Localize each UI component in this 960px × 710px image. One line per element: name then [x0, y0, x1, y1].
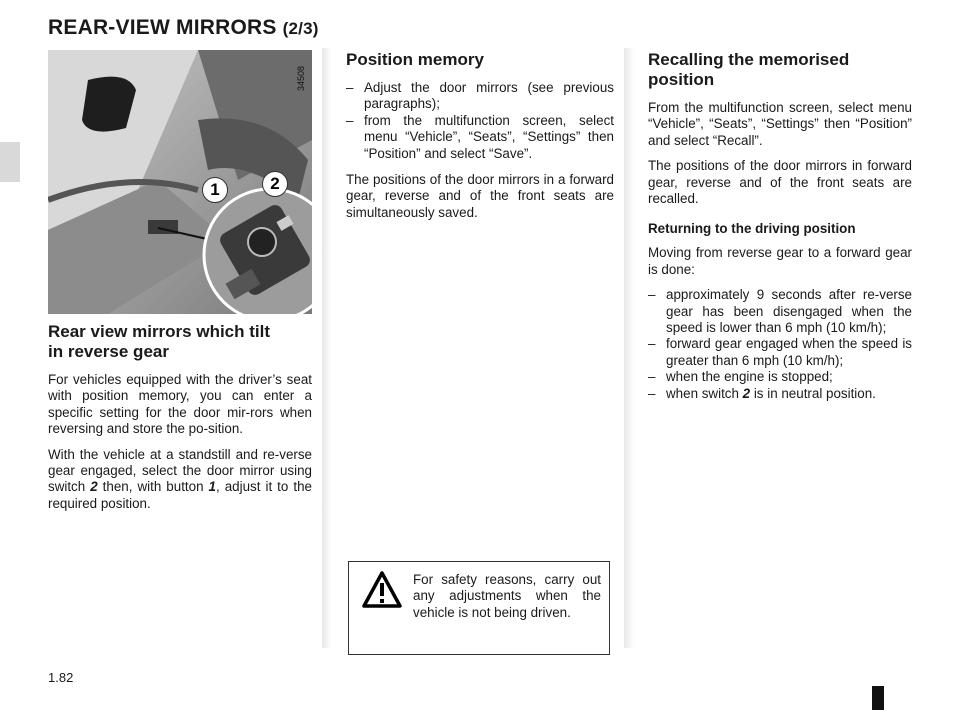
list-item: – approximately 9 seconds after re-verse gear has been disengaged when the speed is lower than 6 mph (10 km/h); [648, 287, 912, 336]
paragraph: The positions of the door mirrors in forward gear, reverse and of the front seats are recalled. [648, 158, 912, 207]
section-heading-position-memory: Position memory [346, 50, 484, 69]
title-suffix: (2/3) [282, 19, 319, 38]
title-main: REAR-VIEW MIRRORS [48, 16, 277, 39]
warning-text: For safety reasons, carry out any adjustments when the vehicle is not being driven. [413, 572, 601, 620]
bullet-list [648, 287, 912, 402]
subheading-driving-position: Returning to the driving position [648, 221, 856, 237]
page-edge-marker [872, 686, 884, 710]
paragraph: The positions of the door mirrors in a forward gear, reverse and of the front seats are simultaneously saved. [346, 172, 614, 220]
callout-2: 2 [262, 171, 288, 197]
callout-1: 1 [202, 177, 228, 203]
column-middle [346, 50, 614, 230]
door-switch-photo [48, 50, 312, 314]
figure-reference-number: 34508 [296, 66, 306, 92]
safety-warning-box [348, 561, 610, 655]
section-tab [0, 142, 20, 182]
list-item: – Adjust the door mirrors (see previous paragraphs); [346, 80, 614, 112]
list-item: – forward gear engaged when the speed is greater than 6 mph (10 km/h); [648, 336, 912, 368]
list-item: – when switch 2 is in neutral position. [648, 385, 876, 401]
column-divider [624, 48, 634, 648]
list-item: – when the engine is stopped; [648, 369, 833, 385]
paragraph: Moving from reverse gear to a forward gear is done: [648, 245, 912, 277]
paragraph: From the multifunction screen, select menu “Vehicle”, “Seats”, “Settings” then “Position” and select “Recall”. [648, 100, 912, 148]
page-number: 1.82 [48, 670, 74, 685]
section-heading-recall: Recalling the memorised position [648, 50, 850, 89]
column-right [648, 50, 912, 412]
warning-triangle-icon [361, 570, 403, 610]
column-left [48, 50, 312, 521]
page-title [48, 16, 319, 40]
paragraph: For vehicles equipped with the driver’s seat with position memory, you can enter a specific setting for the door mir-rors when reversing and store the po-sition. [48, 372, 312, 437]
section-heading-tilt: Rear view mirrors which tilt in reverse gear [48, 322, 271, 361]
column-divider [322, 48, 332, 648]
paragraph: With the vehicle at a standstill and re-verse gear engaged, select the door mirror using switch 2 then, with button 1, adjust it to the required position. [48, 446, 312, 511]
bullet-list [346, 80, 614, 162]
list-item: – from the multifunction screen, select menu “Vehicle”, “Seats”, “Settings” then “Position” and select “Save”. [346, 112, 614, 161]
